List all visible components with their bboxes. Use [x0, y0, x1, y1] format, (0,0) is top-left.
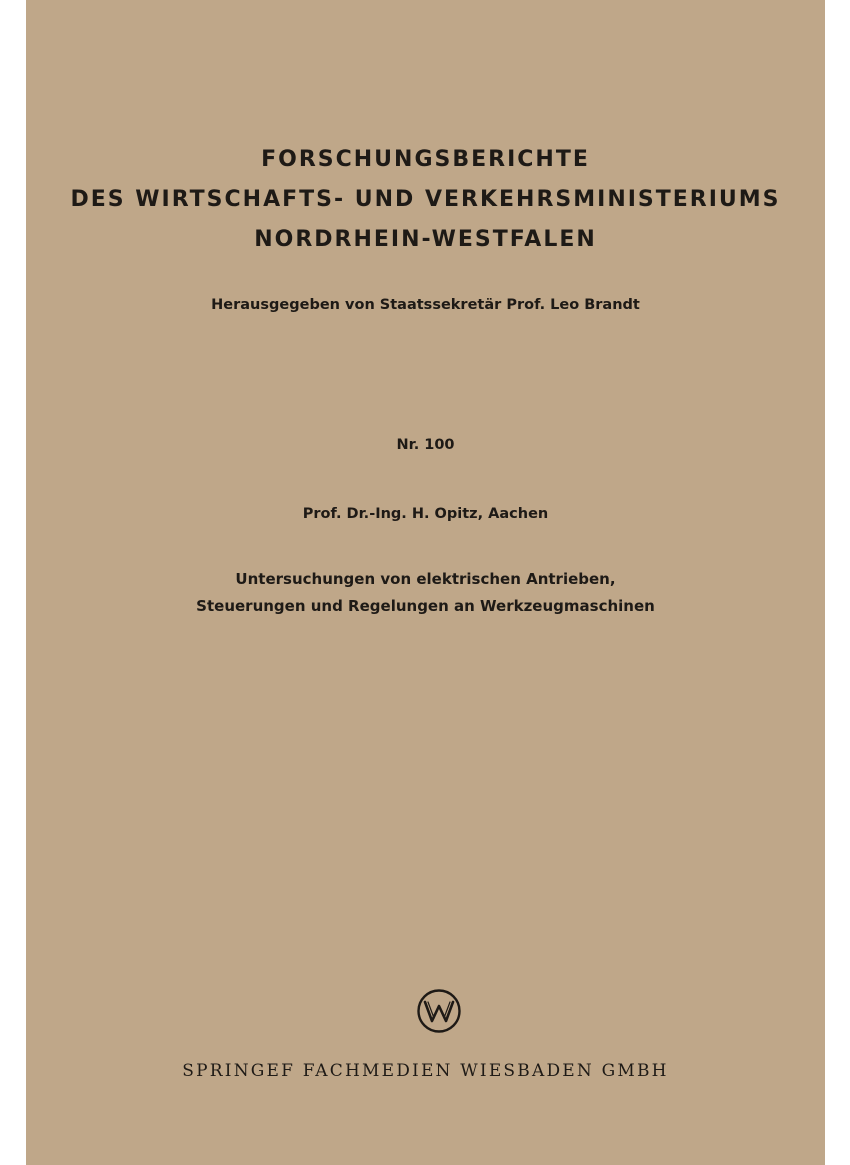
series-title-line-3: NORDRHEIN-WESTFALEN: [254, 227, 597, 252]
report-number: Nr. 100: [396, 437, 455, 453]
work-title: [26, 566, 825, 620]
work-title-line-2: Steuerungen und Regelungen an Werkzeugmaschinen: [196, 597, 655, 615]
publisher-line: SPRINGEF FACHMEDIEN WIESBADEN GMBH: [182, 1061, 669, 1081]
series-title-line-2: DES WIRTSCHAFTS- UND VERKEHRSMINISTERIUMS: [70, 187, 781, 212]
series-title-line-1: FORSCHUNGSBERICHTE: [261, 147, 590, 172]
work-title-line-1: Untersuchungen von elektrischen Antrieben,: [235, 570, 616, 588]
book-cover: [26, 0, 825, 1165]
series-title: [26, 140, 825, 260]
editor-line: Herausgegeben von Staatssekretär Prof. Leo Brandt: [211, 297, 640, 313]
author-line: Prof. Dr.-Ing. H. Opitz, Aachen: [302, 506, 549, 522]
springer-vw-monogram-icon: [416, 988, 462, 1034]
